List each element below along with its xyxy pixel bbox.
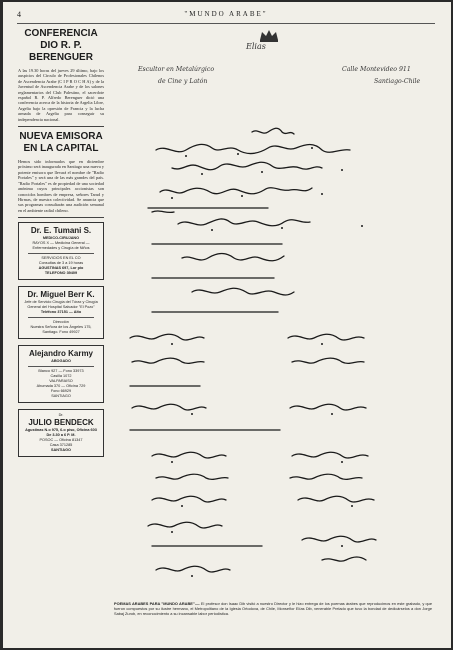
ad-berr bbox=[18, 286, 104, 339]
letterhead-profession-2: de Cine y Latón bbox=[158, 78, 208, 85]
ad-line: AGUSTINAS 697, Lor pio bbox=[38, 266, 84, 271]
crown-icon bbox=[258, 28, 280, 42]
letterhead-name: Elias bbox=[246, 42, 266, 51]
divider bbox=[18, 126, 104, 127]
letterhead-city: Santiago-Chile bbox=[374, 78, 421, 85]
ad-line: Ahumada 370 — Oficina 729 bbox=[36, 384, 86, 389]
ad-bendeck bbox=[18, 409, 104, 457]
ad-line: Casa 371285 bbox=[49, 443, 73, 448]
ad-name: Alejandro Karmy bbox=[28, 349, 94, 359]
emisora-body: Hemos sido informados que en diciembre próximo será inaugurada en Santiago una nueva y potente emisora que llevará el nombre de "Radio Portales" y será una de las más grandes del país. "Radio Portales" es de propiedad de una sociedad anónima cuyos principales accionistas son conocidos hombres de empresa, señores Tarud y Hirmas, de nuestra colectividad. Se anuncia que sus programas consultarán una audición semanal en el ambiente radial chileno. bbox=[18, 159, 104, 213]
ad-rule bbox=[28, 366, 94, 367]
letterhead-profession: Escultor en Metalúrgico bbox=[138, 66, 215, 73]
ad-line: SANTIAGO bbox=[51, 394, 71, 399]
divider bbox=[18, 217, 104, 218]
ad-line: Teléfono 37151 — Alto bbox=[40, 310, 82, 315]
ad-line: VALPARAISO bbox=[49, 379, 73, 384]
letterhead bbox=[112, 28, 432, 116]
ad-line: SERVICIOS EN EL CO bbox=[41, 256, 81, 261]
ad-name: Dr. E. Tumani S. bbox=[30, 226, 92, 236]
ad-line: Consultas de 3 a 19 horas bbox=[38, 261, 84, 266]
ad-line: POSOC — Oficina 81347 bbox=[39, 438, 83, 443]
emisora-heading: NUEVA EMISORA EN LA CAPITAL bbox=[19, 131, 103, 155]
ad-line: Agustinas N.o 975, 6.o piso, Oficina 603 bbox=[25, 428, 97, 433]
left-column bbox=[18, 28, 104, 463]
ad-karmy bbox=[18, 345, 104, 403]
ad-line: Jefe de Servicio Cirugía del Tórax y Cirugía General del Hospital Salvador "El Pozo" bbox=[24, 300, 98, 310]
ad-line: De 3.30 a 6 P. M. bbox=[46, 433, 76, 438]
ad-prefix: Dr. bbox=[58, 413, 64, 418]
caption-lead: POEMAS ARABES PARA "MUNDO ARABE".— bbox=[114, 601, 200, 606]
ad-line: Fono 66929 bbox=[50, 389, 72, 394]
ad-line: Dirección bbox=[53, 320, 69, 325]
ad-tumani bbox=[18, 222, 104, 280]
letterhead-address: Calle Montevideo 911 bbox=[342, 66, 411, 73]
ad-name: JULIO BENDECK bbox=[28, 418, 94, 428]
ad-line: MEDICO-CIRUJANO bbox=[42, 236, 80, 241]
page-number: 4 bbox=[17, 10, 21, 19]
manuscript-area bbox=[112, 28, 432, 613]
ad-line: TELEFONO 39409 bbox=[44, 271, 78, 276]
ad-rule bbox=[28, 317, 94, 318]
ad-rule bbox=[28, 253, 94, 254]
page-header bbox=[17, 10, 435, 24]
ad-line: ABOGADO bbox=[51, 359, 71, 364]
conferencia-body: A las 19.30 horas del jueves 29 último, bajo los auspicios del Círculo de Profesionales Chilenos de Ascendencia Arabe (C I P R O C H A) y de la Juventud de Ascendencia Arabe y de los salones reglamentarios del Club Palestino, el sacerdote español R. P. Alfredo Berenguer dictó una conferencia acerca de la historia de Argelia Libre, Argelia bajo la opresión de Francia y la lucha armada de Argelia para conseguir su independencia nacional. bbox=[18, 68, 104, 122]
publication-title: "MUNDO ARABE" bbox=[184, 10, 268, 18]
ad-line: RAYOS X — Medicina General — Enfermedades y Cirugía de Niños bbox=[32, 241, 90, 251]
ad-name: Dr. Miguel Berr K. bbox=[27, 290, 95, 300]
ad-line: Blanco 927 — Fono 33973 bbox=[38, 369, 84, 374]
ad-line: Nuestra Señora de los Ángeles 175, Santiago. Fono 49927 bbox=[30, 325, 92, 335]
photo-caption bbox=[114, 601, 432, 616]
caption-text: El profesor don Isaac Dib visitó a nuestro Director y le hizo entrega de los poemas árabes que reproducimos en este grabado, y que fueron compuestos por su ilustre hermano, el Metropolitano de la Iglesia Ortodoxa, de Chile, Monseñor Elías Dib, venerable Prelado que tuvo la bondad de dedicárselos a don Jorge Sabaj Zurob, en reconocimiento a su incansable labor periodística. bbox=[114, 601, 432, 616]
ad-line: Casilla 1072 bbox=[50, 374, 72, 379]
handwritten-arabic-poems bbox=[112, 120, 432, 590]
ad-line: SANTIAGO bbox=[50, 448, 72, 453]
conferencia-heading: CONFERENCIA DIO R. P. BERENGUER bbox=[24, 28, 98, 63]
